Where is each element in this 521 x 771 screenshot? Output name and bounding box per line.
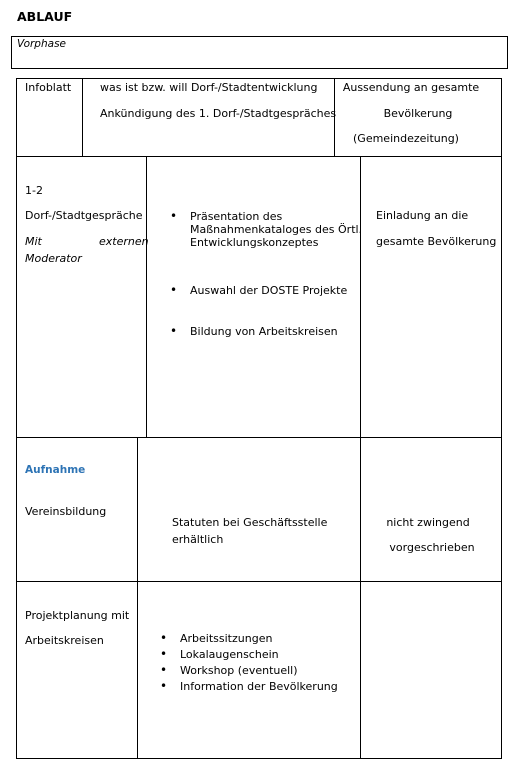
aufnahme-middle-line1: Statuten bei Geschäftsstelle: [172, 516, 328, 529]
table-rule: [82, 78, 83, 156]
phase-label: Vorphase: [17, 38, 66, 50]
table-rule: [16, 78, 502, 79]
aufnahme-right-line1: nicht zwingend: [386, 516, 470, 529]
table-rule: [137, 437, 138, 758]
aufnahme-right-line2: vorgeschrieben: [389, 541, 475, 554]
projektplanung-label-line2: Arbeitskreisen: [25, 634, 104, 647]
phase-box: [11, 36, 508, 69]
bullet-text: Maßnahmenkataloges des Örtl.: [190, 223, 363, 236]
table-rule: [16, 437, 502, 438]
gespraeche-label: Dorf-/Stadtgespräche: [25, 209, 143, 222]
table-rule: [16, 78, 17, 759]
list-item: [170, 210, 362, 249]
infoblatt-label: Infoblatt: [25, 81, 72, 94]
table-rule: [146, 156, 147, 437]
bullet-text: Entwicklungskonzeptes: [190, 236, 319, 249]
document-title: ABLAUF: [17, 9, 73, 24]
infoblatt-right-line3: (Gemeindezeitung): [353, 132, 459, 145]
list-item: • Auswahl der DOSTE Projekte: [170, 284, 347, 297]
gespraeche-note-word1: Mit: [25, 235, 42, 248]
infoblatt-right-line1: Aussendung an gesamte: [342, 81, 480, 94]
table-rule: [360, 437, 361, 758]
list-item: • Information der Bevölkerung: [160, 680, 338, 693]
gespraeche-note-line2: Moderator: [25, 252, 82, 265]
aufnahme-middle-line2: erhältlich: [172, 533, 224, 546]
table-rule: [16, 156, 502, 157]
bullet-text: • Präsentation des: [190, 210, 283, 223]
list-item: • Lokalaugenschein: [160, 648, 338, 661]
gespraeche-right-line1: Einladung an die: [376, 209, 469, 222]
gespraeche-note-word2: externen: [99, 235, 149, 248]
aufnahme-heading: Aufnahme: [25, 464, 86, 476]
infoblatt-line2: Ankündigung des 1. Dorf-/Stadtgespräches: [100, 107, 337, 120]
gespraeche-bullets: [170, 284, 347, 297]
table-rule: [501, 78, 502, 759]
list-item: • Workshop (eventuell): [160, 664, 338, 677]
aufnahme-label: Vereinsbildung: [25, 505, 107, 518]
gespraeche-count: 1-2: [25, 184, 43, 197]
gespraeche-bullets: [170, 210, 362, 249]
table-rule: [16, 581, 502, 582]
list-item: • Bildung von Arbeitskreisen: [170, 325, 338, 338]
table-rule: [360, 156, 361, 437]
table-rule: [16, 758, 502, 759]
projektplanung-bullets: [160, 632, 338, 693]
infoblatt-line1: was ist bzw. will Dorf-/Stadtentwicklung: [100, 81, 318, 94]
gespraeche-bullets: [170, 325, 338, 338]
gespraeche-right-line2: gesamte Bevölkerung: [376, 235, 497, 248]
infoblatt-right-line2: Bevölkerung: [383, 107, 453, 120]
projektplanung-label-line1: Projektplanung mit: [25, 609, 130, 622]
list-item: • Arbeitssitzungen: [160, 632, 338, 645]
